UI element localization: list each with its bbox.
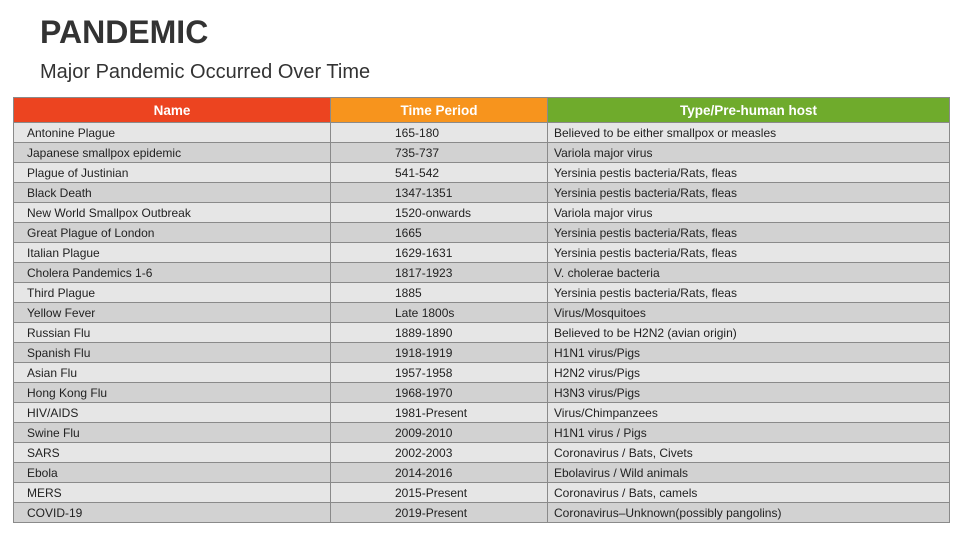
cell-time-period: 1889-1890 <box>331 323 548 343</box>
cell-name: Cholera Pandemics 1-6 <box>14 263 331 283</box>
cell-type-host: Believed to be H2N2 (avian origin) <box>548 323 950 343</box>
cell-name: Yellow Fever <box>14 303 331 323</box>
cell-name: Asian Flu <box>14 363 331 383</box>
cell-time-period: 2015-Present <box>331 483 548 503</box>
cell-name: Swine Flu <box>14 423 331 443</box>
cell-time-period: 1520-onwards <box>331 203 548 223</box>
cell-time-period: 165-180 <box>331 123 548 143</box>
table-row <box>14 423 950 443</box>
table-row <box>14 343 950 363</box>
cell-time-period: 735-737 <box>331 143 548 163</box>
slide-subtitle: Major Pandemic Occurred Over Time <box>40 61 371 83</box>
cell-type-host: H1N1 virus / Pigs <box>548 423 950 443</box>
cell-name: New World Smallpox Outbreak <box>14 203 331 223</box>
table-row <box>14 183 950 203</box>
cell-name: Japanese smallpox epidemic <box>14 143 331 163</box>
table-row <box>14 463 950 483</box>
table-row <box>14 403 950 423</box>
cell-time-period: 1629-1631 <box>331 243 548 263</box>
table-row <box>14 263 950 283</box>
pandemic-table <box>13 97 950 523</box>
cell-time-period: 2002-2003 <box>331 443 548 463</box>
table-row <box>14 123 950 143</box>
cell-type-host: H3N3 virus/Pigs <box>548 383 950 403</box>
table-row <box>14 363 950 383</box>
table-row <box>14 163 950 183</box>
cell-type-host: Coronavirus / Bats, camels <box>548 483 950 503</box>
cell-type-host: V. cholerae bacteria <box>548 263 950 283</box>
header-name: Name <box>14 98 331 123</box>
cell-time-period: 541-542 <box>331 163 548 183</box>
table-body <box>14 123 950 523</box>
table-row <box>14 303 950 323</box>
slide-title: PANDEMIC <box>40 14 209 50</box>
table-row <box>14 203 950 223</box>
cell-type-host: Yersinia pestis bacteria/Rats, fleas <box>548 183 950 203</box>
table-row <box>14 243 950 263</box>
cell-name: Great Plague of London <box>14 223 331 243</box>
cell-name: SARS <box>14 443 331 463</box>
cell-time-period: 1918-1919 <box>331 343 548 363</box>
table-header-row <box>14 98 950 123</box>
cell-time-period: 1957-1958 <box>331 363 548 383</box>
table-row <box>14 443 950 463</box>
cell-time-period: 1347-1351 <box>331 183 548 203</box>
header-time-period: Time Period <box>331 98 548 123</box>
cell-time-period: 1817-1923 <box>331 263 548 283</box>
cell-time-period: 1968-1970 <box>331 383 548 403</box>
cell-name: MERS <box>14 483 331 503</box>
cell-type-host: Virus/Chimpanzees <box>548 403 950 423</box>
cell-name: Plague of Justinian <box>14 163 331 183</box>
cell-time-period: 2009-2010 <box>331 423 548 443</box>
cell-name: Black Death <box>14 183 331 203</box>
cell-type-host: Variola major virus <box>548 203 950 223</box>
cell-type-host: Yersinia pestis bacteria/Rats, fleas <box>548 223 950 243</box>
cell-name: Ebola <box>14 463 331 483</box>
table-row <box>14 483 950 503</box>
cell-name: Spanish Flu <box>14 343 331 363</box>
table-row <box>14 503 950 523</box>
cell-type-host: Virus/Mosquitoes <box>548 303 950 323</box>
table-row <box>14 283 950 303</box>
cell-time-period: 1665 <box>331 223 548 243</box>
cell-name: HIV/AIDS <box>14 403 331 423</box>
cell-name: Italian Plague <box>14 243 331 263</box>
table-row <box>14 323 950 343</box>
cell-type-host: Variola major virus <box>548 143 950 163</box>
cell-name: Hong Kong Flu <box>14 383 331 403</box>
cell-type-host: Believed to be either smallpox or measles <box>548 123 950 143</box>
cell-type-host: Yersinia pestis bacteria/Rats, fleas <box>548 243 950 263</box>
table-row <box>14 223 950 243</box>
header-type-host: Type/Pre-human host <box>548 98 950 123</box>
cell-time-period: 1981-Present <box>331 403 548 423</box>
cell-type-host: Coronavirus–Unknown(possibly pangolins) <box>548 503 950 523</box>
cell-type-host: Yersinia pestis bacteria/Rats, fleas <box>548 163 950 183</box>
cell-name: Antonine Plague <box>14 123 331 143</box>
cell-name: COVID-19 <box>14 503 331 523</box>
cell-name: Third Plague <box>14 283 331 303</box>
cell-type-host: H1N1 virus/Pigs <box>548 343 950 363</box>
table-row <box>14 143 950 163</box>
cell-time-period: Late 1800s <box>331 303 548 323</box>
cell-time-period: 2019-Present <box>331 503 548 523</box>
table-row <box>14 383 950 403</box>
cell-name: Russian Flu <box>14 323 331 343</box>
cell-type-host: Ebolavirus / Wild animals <box>548 463 950 483</box>
cell-type-host: Coronavirus / Bats, Civets <box>548 443 950 463</box>
cell-type-host: H2N2 virus/Pigs <box>548 363 950 383</box>
cell-time-period: 2014-2016 <box>331 463 548 483</box>
cell-time-period: 1885 <box>331 283 548 303</box>
cell-type-host: Yersinia pestis bacteria/Rats, fleas <box>548 283 950 303</box>
